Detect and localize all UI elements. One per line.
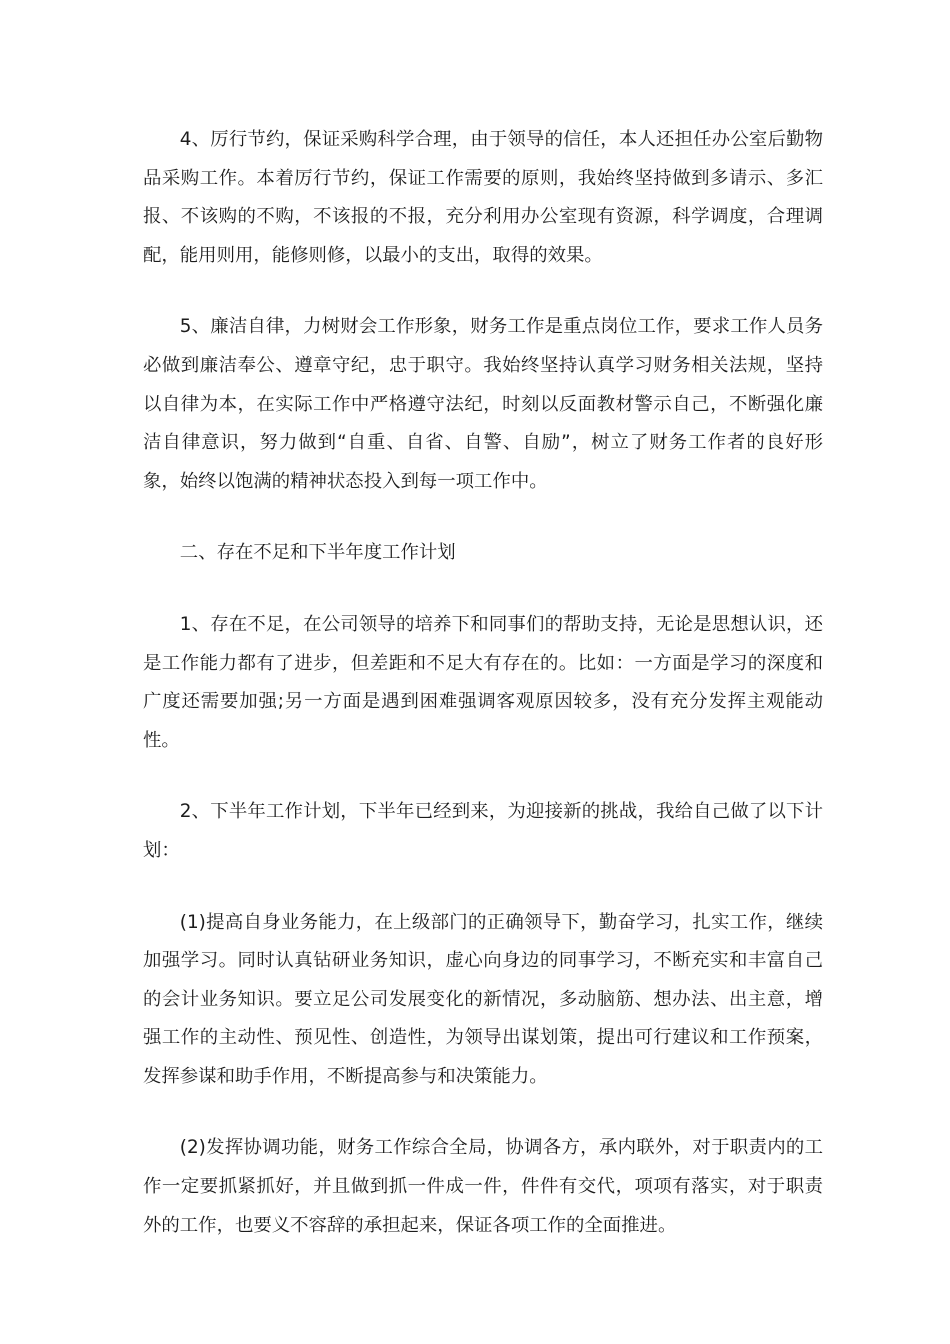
paragraph-item-1-shortcomings: 1、存在不足，在公司领导的培养下和同事们的帮助支持，无论是思想认识，还是工作能力都有了进步，但差距和不足大有存在的。比如：一方面是学习的深度和广度还需要加强;另一方面是遇到困难强调客观原因较多，没有充分发挥主观能动性。 (143, 613, 823, 751)
paragraph-subitem-2-coordination: (2)发挥协调功能，财务工作综合全局，协调各方，承内联外，对于职责内的工作一定要抓紧抓好，并且做到抓一件成一件，件件有交代，项项有落实，对于职责外的工作，也要义不容辞的承担起来，保证各项工作的全面推进。 (143, 1137, 823, 1236)
paragraph-gap (143, 573, 823, 606)
paragraph-subitem-1-ability: (1)提高自身业务能力，在上级部门的正确领导下，勤奋学习，扎实工作，继续加强学习。同时认真钻研业务知识，虚心向身边的同事学习，不断充实和丰富自己的会计业务知识。要立足公司发展变化的新情况，多动脑筋、想办法、出主意，增强工作的主动性、预见性、创造性，为领导出谋划策，提出可行建议和工作预案，发挥参谋和助手作用，不断提高参与和决策能力。 (143, 911, 823, 1087)
paragraph-gap (143, 275, 823, 308)
paragraph-item-5-integrity: 5、廉洁自律，力树财会工作形象，财务工作是重点岗位工作，要求工作人员务必做到廉洁奉公、遵章守纪，忠于职守。我始终坚持认真学习财务相关法规，坚持以自律为本，在实际工作中严格遵守法纪，时刻以反面教材警示自己，不断强化廉洁自律意识，努力做到“自重、自省、自警、自励”，树立了财务工作者的良好形象，始终以饱满的精神状态投入到每一项工作中。 (143, 316, 823, 492)
document-body (143, 121, 823, 1245)
paragraph-item-2-plan: 2、下半年工作计划，下半年已经到来，为迎接新的挑战，我给自己做了以下计划： (143, 801, 823, 861)
section-heading-shortcomings-plan: 二、存在不足和下半年度工作计划 (179, 542, 456, 564)
paragraph-gap (143, 760, 823, 793)
paragraph-gap (143, 1096, 823, 1129)
paragraph-item-4-frugality: 4、厉行节约，保证采购科学合理，由于领导的信任，本人还担任办公室后勤物品采购工作。本着厉行节约，保证工作需要的原则，我始终坚持做到多请示、多汇报、不该购的不购，不该报的不报，充分利用办公室现有资源，科学调度，合理调配，能用则用，能修则修，以最小的支出，取得的效果。 (143, 129, 823, 266)
paragraph-gap (143, 501, 823, 534)
paragraph-gap (143, 871, 823, 904)
